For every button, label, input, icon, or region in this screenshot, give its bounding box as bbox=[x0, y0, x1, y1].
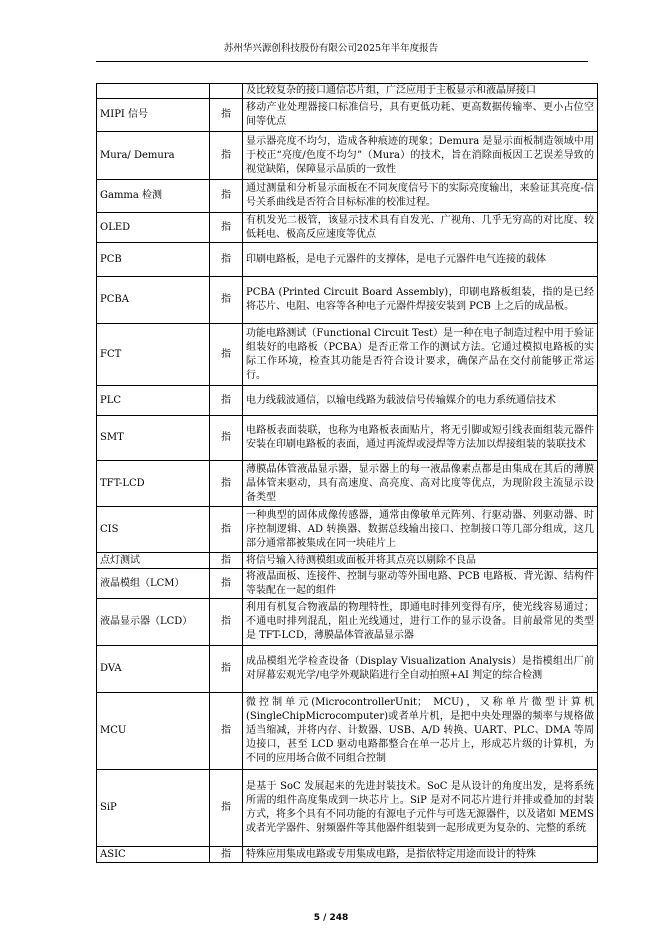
table-row bbox=[97, 770, 598, 847]
ref-cell: 指 bbox=[210, 132, 243, 180]
table-row bbox=[97, 243, 598, 277]
ref-cell: 指 bbox=[210, 416, 243, 461]
term-cell bbox=[97, 84, 210, 99]
term-cell: 点灯测试 bbox=[97, 553, 210, 569]
term-cell: PCB bbox=[97, 243, 210, 277]
definition-cell: 功能电路测试（Functional Circuit Test）是一种在电子制造过程中用于验证组装好的电路板（PCBA）是否正常工作的测试方法。它通过模拟电路板的实际工作环境，检查其功能是否符合设计要求，确保产品在交付前能够正常运行。 bbox=[243, 324, 598, 386]
definition-cell: 有机发光二极管，该显示技术具有自发光、广视角、几乎无穷高的对比度、较低耗电、极高反应速度等优点 bbox=[243, 213, 598, 243]
ref-cell: 指 bbox=[210, 770, 243, 847]
table-row bbox=[97, 569, 598, 599]
ref-cell: 指 bbox=[210, 569, 243, 599]
definition-cell: 通过测量和分析显示面板在不同灰度信号下的实际亮度输出，来验证其亮度-信号关系曲线是否符合目标标准的校准过程。 bbox=[243, 180, 598, 213]
definition-cell: 印刷电路板，是电子元器件的支撑体，是电子元器件电气连接的载体 bbox=[243, 243, 598, 277]
ref-cell: 指 bbox=[210, 599, 243, 646]
table-row bbox=[97, 180, 598, 213]
ref-cell: 指 bbox=[210, 461, 243, 507]
ref-cell: 指 bbox=[210, 386, 243, 416]
table-row bbox=[97, 84, 598, 99]
definition-cell: 显示器亮度不均匀，造成各种痕迹的现象；Demura 是显示面板制造领域中用于校正“亮度/色度不均匀”（Mura）的技术，旨在消除面板因工艺误差导致的视觉缺陷，保障显示品质的一致性 bbox=[243, 132, 598, 180]
ref-cell: 指 bbox=[210, 553, 243, 569]
definition-cell: 将液晶面板、连接件、控制与驱动等外围电路、PCB 电路板、背光源、结构件等装配在一起的组件 bbox=[243, 569, 598, 599]
report-header: 苏州华兴源创科技股份有限公司2025年半年度报告 bbox=[223, 43, 439, 54]
definition-cell: 及比较复杂的接口通信芯片组，广泛应用于主板显示和液晶屏接口 bbox=[243, 84, 598, 99]
term-cell: FCT bbox=[97, 324, 210, 386]
term-cell: PCBA bbox=[97, 277, 210, 324]
definition-cell: 成品模组光学检查设备（Display Visualization Analysis）是指模组出厂前对屏幕宏观光学/电学外观缺陷进行全自动拍照+AI 判定的综合检测 bbox=[243, 646, 598, 693]
definition-cell: 移动产业处理器接口标准信号，具有更低功耗、更高数据传输率、更小占位空间等优点 bbox=[243, 99, 598, 132]
table-row bbox=[97, 132, 598, 180]
ref-cell: 指 bbox=[210, 180, 243, 213]
term-cell: PLC bbox=[97, 386, 210, 416]
table-row bbox=[97, 416, 598, 461]
page-number: 5 / 248 bbox=[313, 913, 349, 923]
definition-cell: 电路板表面装联，也称为电路板表面贴片，将无引脚或短引线表面组装元器件安装在印刷电路板的表面，通过再流焊或浸焊等方法加以焊接组装的装联技术 bbox=[243, 416, 598, 461]
ref-cell: 指 bbox=[210, 277, 243, 324]
term-cell: OLED bbox=[97, 213, 210, 243]
table-row bbox=[97, 213, 598, 243]
term-cell: CIS bbox=[97, 507, 210, 553]
ref-cell: 指 bbox=[210, 213, 243, 243]
ref-cell: 指 bbox=[210, 693, 243, 770]
term-cell: SiP bbox=[97, 770, 210, 847]
table-row bbox=[97, 507, 598, 553]
ref-cell: 指 bbox=[210, 243, 243, 277]
term-cell: 液晶模组（LCM） bbox=[97, 569, 210, 599]
table-row bbox=[97, 553, 598, 569]
term-cell: Mura/ Demura bbox=[97, 132, 210, 180]
table-row bbox=[97, 386, 598, 416]
definition-cell: 特殊应用集成电路或专用集成电路，是指依特定用途而设计的特殊 bbox=[243, 847, 598, 863]
definition-cell: 利用有机复合物液晶的物理特性，即通电时排列变得有序，使光线容易通过；不通电时排列混乱，阻止光线通过，进行工作的显示设备。目前最常见的类型是 TFT-LCD，薄膜晶体管液晶显示器 bbox=[243, 599, 598, 646]
ref-cell: 指 bbox=[210, 847, 243, 863]
definition-cell: 微控制单元(MicrocontrollerUnit； MCU)，又称单片微型计算机(SingleChipMicrocomputer)或者单片机，是把中央处理器的频率与规格做适当缩减，并将内存、计数器、USB、A/D 转换、UART、PLC、DMA 等周边接口，甚至 LCD 驱动电路都整合在单一芯片上，形成芯片级的计算机，为不同的应用场合做不同组合控制 bbox=[243, 693, 598, 770]
ref-cell: 指 bbox=[210, 646, 243, 693]
definition-cell: PCBA (Printed Circuit Board Assembly)，印刷电路板组装，指的是已经将芯片、电阻、电容等各种电子元器件焊接安装到 PCB 上之后的成品板。 bbox=[243, 277, 598, 324]
table-row bbox=[97, 599, 598, 646]
definition-cell: 电力线载波通信，以输电线路为载波信号传输媒介的电力系统通信技术 bbox=[243, 386, 598, 416]
table-row bbox=[97, 277, 598, 324]
definition-cell: 是基于 SoC 发展起来的先进封装技术。SoC 是从设计的角度出发，是将系统所需的组件高度集成到一块芯片上。SiP 是对不同芯片进行并排或叠加的封装方式，将多个具有不同功能的有源电子元件与可选无源器件，以及诸如 MEMS 或者光学器件、射频器件等其他器件组装到一起形成更为复杂的、完整的系统 bbox=[243, 770, 598, 847]
ref-cell: 指 bbox=[210, 324, 243, 386]
table-row bbox=[97, 99, 598, 132]
table-row bbox=[97, 461, 598, 507]
ref-cell: 指 bbox=[210, 507, 243, 553]
glossary-table bbox=[96, 83, 598, 863]
definition-cell: 一种典型的固体成像传感器，通常由像敏单元阵列、行驱动器、列驱动器、时序控制逻辑、AD 转换器、数据总线输出接口、控制接口等几部分组成，这几部分通常都被集成在同一块硅片上 bbox=[243, 507, 598, 553]
term-cell: TFT-LCD bbox=[97, 461, 210, 507]
term-cell: MIPI 信号 bbox=[97, 99, 210, 132]
table-row bbox=[97, 324, 598, 386]
term-cell: ASIC bbox=[97, 847, 210, 863]
term-cell: MCU bbox=[97, 693, 210, 770]
term-cell: 液晶显示器（LCD） bbox=[97, 599, 210, 646]
ref-cell: 指 bbox=[210, 99, 243, 132]
table-row bbox=[97, 693, 598, 770]
definition-cell: 将信号输入待测模组或面板并将其点亮以剔除不良品 bbox=[243, 553, 598, 569]
table-row bbox=[97, 847, 598, 863]
ref-cell bbox=[210, 84, 243, 99]
term-cell: SMT bbox=[97, 416, 210, 461]
table-row bbox=[97, 646, 598, 693]
term-cell: DVA bbox=[97, 646, 210, 693]
header-divider bbox=[96, 61, 588, 62]
term-cell: Gamma 检测 bbox=[97, 180, 210, 213]
definition-cell: 薄膜晶体管液晶显示器，显示器上的每一液晶像素点都是由集成在其后的薄膜晶体管来驱动，具有高速度、高亮度、高对比度等优点，为现阶段主流显示设备类型 bbox=[243, 461, 598, 507]
